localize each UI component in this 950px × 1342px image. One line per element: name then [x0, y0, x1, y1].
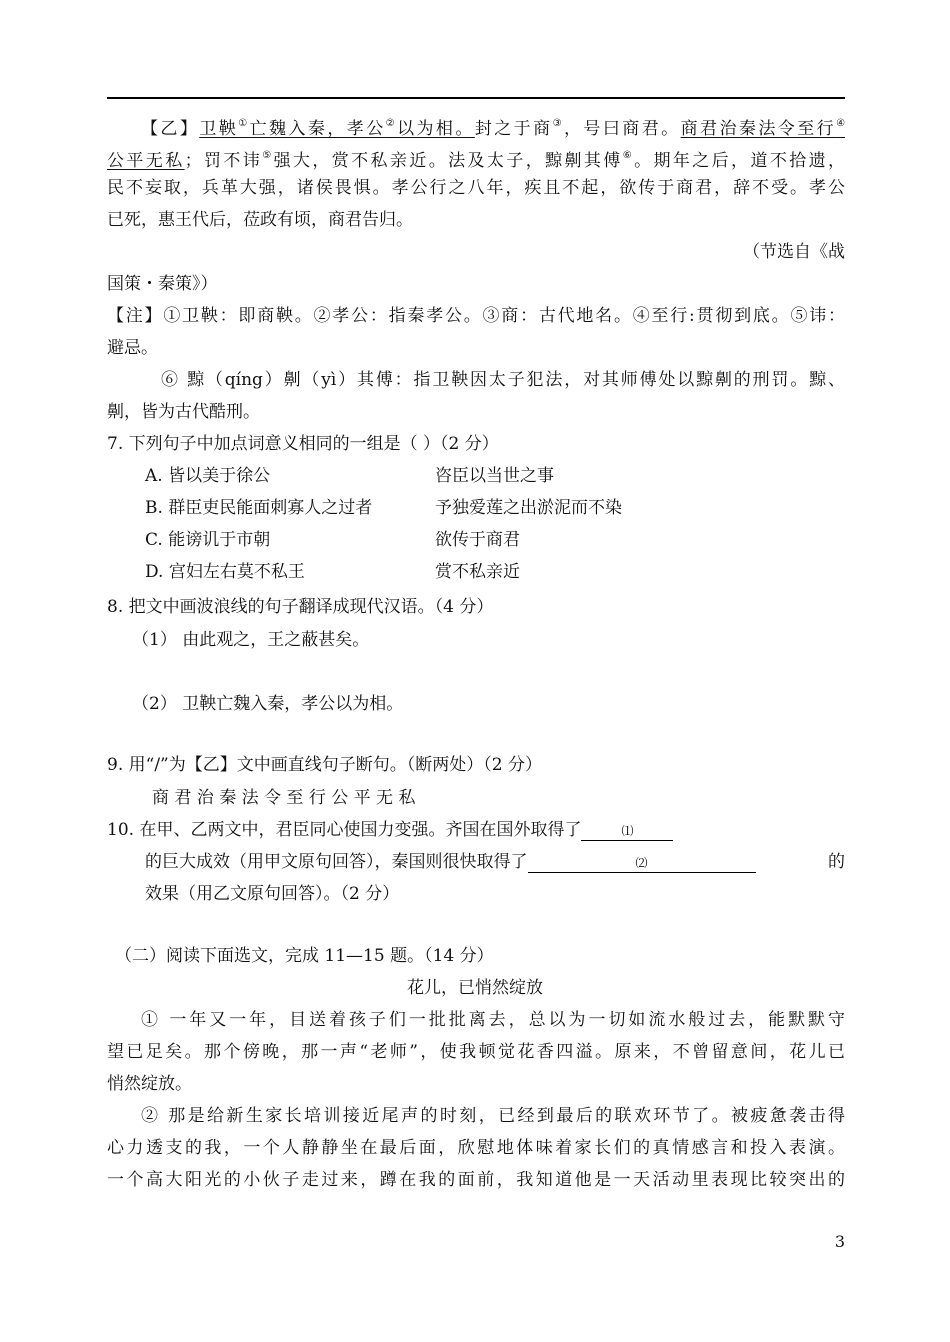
source-line-1: （节选自《战 [743, 242, 845, 262]
q8-sentence-1: （1） 由此观之，王之蔽甚矣。 [132, 630, 370, 650]
answer-blank-2[interactable]: ⑵ [528, 854, 756, 873]
note-line-4: 劓，皆为古代酷刑。 [107, 402, 260, 422]
paragraph-2-line-1: ② 那是给新生家长培训接近尾声的时刻，已经到最后的联欢环节了。被疲惫袭击得 [141, 1106, 845, 1126]
note-line-3: ⑥ 黥（qíng）劓（yì）其傅：指卫鞅因太子犯法，对其师傅处以黥劓的刑罚。黥、 [161, 370, 845, 390]
passage-yi [107, 108, 845, 460]
section-heading: （二）阅读下面选文，完成 11—15 题。（14 分） [115, 946, 494, 966]
answer-blank-1[interactable]: ⑴ [581, 822, 673, 841]
passage-line-3: 民不妄取，兵革大强，诸侯畏惧。孝公行之八年，疾且不起，欲传于商君，辞不受。孝公 [107, 178, 845, 198]
q7-stem: 7. 下列句子中加点词意义相同的一组是（ ）（2 分） [107, 434, 499, 454]
q10-line-2: 的巨大成效（用甲文原句回答），秦国则很快取得了 ⑵ 的 [145, 852, 845, 872]
q7-option-d: D. 宫妇左右莫不私王 赏不私亲近 [145, 562, 520, 582]
paragraph-1-line-2: 望已足矣。那个傍晚，那一声“老师”，使我顿觉花香四溢。原来，不曾留意间，花儿已 [107, 1042, 845, 1062]
article-title: 花儿，已悄然绽放 [407, 978, 543, 998]
passage-line-4: 已死，惠王代后，莅政有顷，商君告归。 [107, 210, 413, 230]
q8-sentence-2: （2） 卫鞅亡魏入秦，孝公以为相。 [132, 694, 404, 714]
paragraph-1-line-1: ① 一年又一年，目送着孩子们一批批离去，总以为一切如流水般过去，能默默守 [141, 1010, 845, 1030]
source-line-2: 国策・秦策》） [107, 274, 218, 294]
passage-line-1: 【乙】卫鞅①亡魏入秦，孝公②以为相。封之于商③，号曰商君。商君治秦法令至行④ [141, 118, 846, 139]
paragraph-1-line-3: 悄然绽放。 [107, 1074, 192, 1094]
passage-line-2: 公平无私；罚不讳⑤强大，赏不私亲近。法及太子，黥劓其傅⑥。期年之后，道不拾遗， [107, 150, 846, 171]
article-body [107, 1004, 845, 1196]
paragraph-2-line-3: 一个高大阳光的小伙子走过来，蹲在我的面前，我知道他是一天活动里表现比较突出的 [107, 1170, 845, 1190]
q10-line-3: 效果（用乙文原句回答）。（2 分） [145, 884, 400, 904]
q7-option-b: B. 群臣吏民能面刺寡人之过者 予独爱莲之出淤泥而不染 [145, 498, 622, 518]
page-number: 3 [834, 1232, 845, 1251]
q7-option-a: A. 皆以美于徐公 咨臣以当世之事 [145, 466, 554, 486]
paragraph-2-line-2: 心力透支的我，一个人静静坐在最后面，欣慰地体味着家长们的真情感言和投入表演。 [107, 1138, 845, 1158]
note-line-1: 【注】①卫鞅：即商鞅。②孝公：指秦孝公。③商：古代地名。④至行:贯彻到底。⑤讳： [107, 306, 845, 326]
q9-sentence: 商 君 治 秦 法 令 至 行 公 平 无 私 [152, 788, 416, 808]
underlined-sentence: 商君治秦法令至行④ [680, 118, 846, 139]
q9-stem: 9. 用“/”为【乙】文中画直线句子断句。（断两处）（2 分） [107, 755, 542, 775]
q10-line-1: 10. 在甲、乙两文中，君臣同心使国力变强。齐国在国外取得了 ⑴ [107, 814, 845, 846]
header-rule [107, 97, 845, 99]
q7-option-c: C. 能谤讥于市朝 欲传于商君 [145, 530, 520, 550]
note-line-2: 避忌。 [107, 338, 158, 358]
q8-stem: 8. 把文中画波浪线的句子翻译成现代汉语。（4 分） [107, 597, 494, 617]
